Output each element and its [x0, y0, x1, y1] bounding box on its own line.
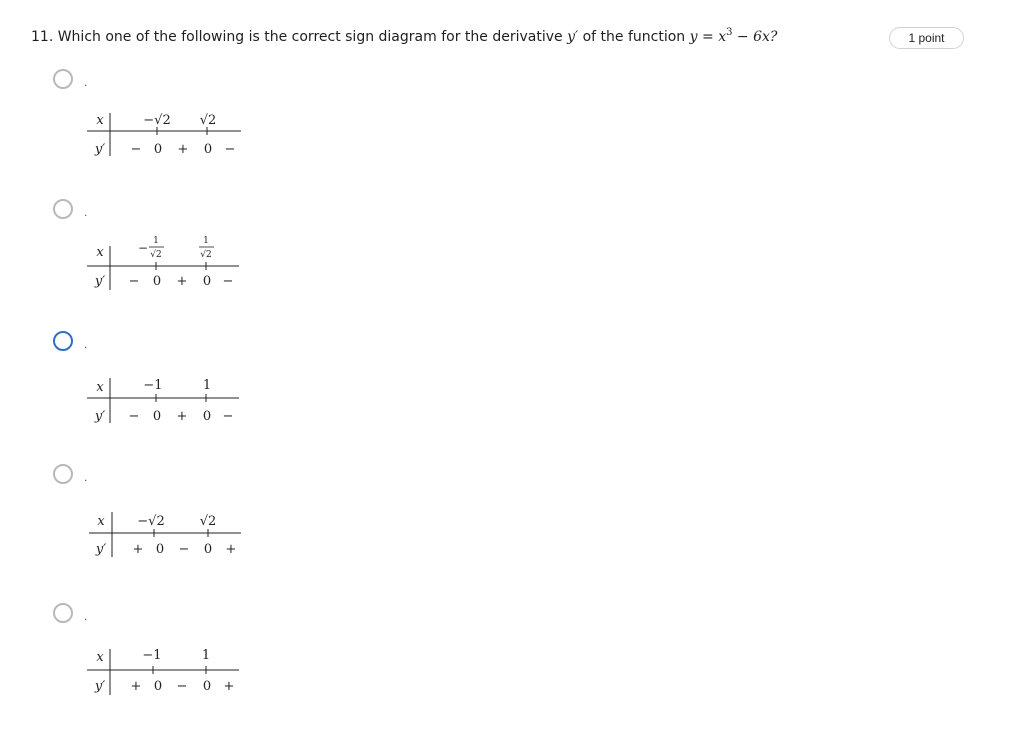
row-y-label: y′ — [95, 542, 107, 557]
row-x-label: x — [96, 245, 104, 260]
sign-1: + — [132, 542, 144, 557]
critical-point-1: −√2 — [143, 113, 171, 128]
radio-button-2[interactable] — [53, 199, 73, 219]
sign-3: + — [176, 409, 188, 424]
critical-point-1: −1 — [142, 648, 162, 663]
sign-1: − — [128, 409, 140, 424]
answer-option-5[interactable] — [53, 603, 353, 723]
option-dot: . — [84, 470, 88, 484]
critical-point-2: √2 — [199, 113, 217, 128]
sign-1: − — [130, 142, 142, 157]
sign-4: 0 — [202, 274, 212, 289]
sign-diagram-1 — [87, 100, 257, 164]
sign-3: + — [176, 274, 188, 289]
sign-4: 0 — [203, 142, 213, 157]
critical-point-1-denominator: √2 — [150, 250, 162, 260]
sign-3: − — [178, 542, 190, 557]
answer-option-2[interactable] — [53, 199, 353, 319]
row-x-label: x — [96, 380, 104, 395]
answer-option-3[interactable] — [53, 331, 353, 451]
sign-5: − — [222, 274, 234, 289]
question-text-middle: of the function — [582, 29, 686, 45]
row-y-label: y′ — [94, 409, 106, 424]
sign-diagram-3 — [87, 367, 257, 431]
radio-button-1[interactable] — [53, 69, 73, 89]
sign-5: + — [225, 542, 237, 557]
sign-5: − — [222, 409, 234, 424]
function-expression — [690, 29, 778, 45]
critical-point-1: −1 — [143, 378, 163, 393]
sign-diagram-2 — [87, 229, 257, 295]
sign-4: 0 — [203, 542, 213, 557]
critical-point-2-denominator: √2 — [200, 250, 212, 260]
derivative-symbol: y′ — [567, 29, 579, 45]
sign-2: 0 — [153, 142, 163, 157]
row-x-label: x — [96, 650, 104, 665]
function-equals: = — [702, 29, 714, 45]
row-y-label: y′ — [94, 679, 106, 694]
option-dot: . — [84, 205, 88, 219]
function-y: y — [689, 29, 698, 45]
sign-diagram-5 — [87, 643, 257, 707]
function-rest: − 6x? — [736, 29, 778, 45]
sign-3: + — [177, 142, 189, 157]
critical-point-2: 1 — [202, 378, 212, 393]
critical-point-2: 1 — [201, 648, 211, 663]
question-text — [31, 27, 777, 47]
radio-button-4[interactable] — [53, 464, 73, 484]
option-dot: . — [84, 337, 88, 351]
sign-2: 0 — [155, 542, 165, 557]
sign-2: 0 — [153, 679, 163, 694]
critical-point-2-numerator: 1 — [203, 236, 209, 246]
radio-button-5[interactable] — [53, 603, 73, 623]
row-y-label: y′ — [94, 142, 106, 157]
function-x: x — [718, 29, 727, 45]
row-y-label: y′ — [94, 274, 106, 289]
sign-2: 0 — [152, 409, 162, 424]
function-exponent: 3 — [726, 27, 733, 38]
sign-4: 0 — [202, 409, 212, 424]
sign-1: − — [128, 274, 140, 289]
row-x-label: x — [97, 514, 105, 529]
option-dot: . — [84, 75, 88, 89]
sign-3: − — [176, 679, 188, 694]
critical-point-2: √2 — [199, 514, 217, 529]
sign-4: 0 — [202, 679, 212, 694]
answer-option-4[interactable] — [53, 464, 353, 584]
sign-1: + — [130, 679, 142, 694]
sign-2: 0 — [152, 274, 162, 289]
critical-point-1-numerator: 1 — [153, 236, 159, 246]
sign-5: − — [224, 142, 236, 157]
critical-point-1-sign: − — [137, 241, 149, 255]
option-dot: . — [84, 609, 88, 623]
sign-diagram-4 — [87, 504, 257, 568]
answer-option-1[interactable] — [53, 69, 353, 189]
radio-button-3[interactable] — [53, 331, 73, 351]
critical-point-1: −√2 — [137, 514, 165, 529]
sign-5: + — [223, 679, 235, 694]
row-x-label: x — [96, 113, 104, 128]
question-text-before: Which one of the following is the correct sign diagram for the derivative — [57, 29, 563, 45]
points-badge: 1 point — [889, 27, 964, 49]
question-number: 11. — [31, 29, 54, 45]
